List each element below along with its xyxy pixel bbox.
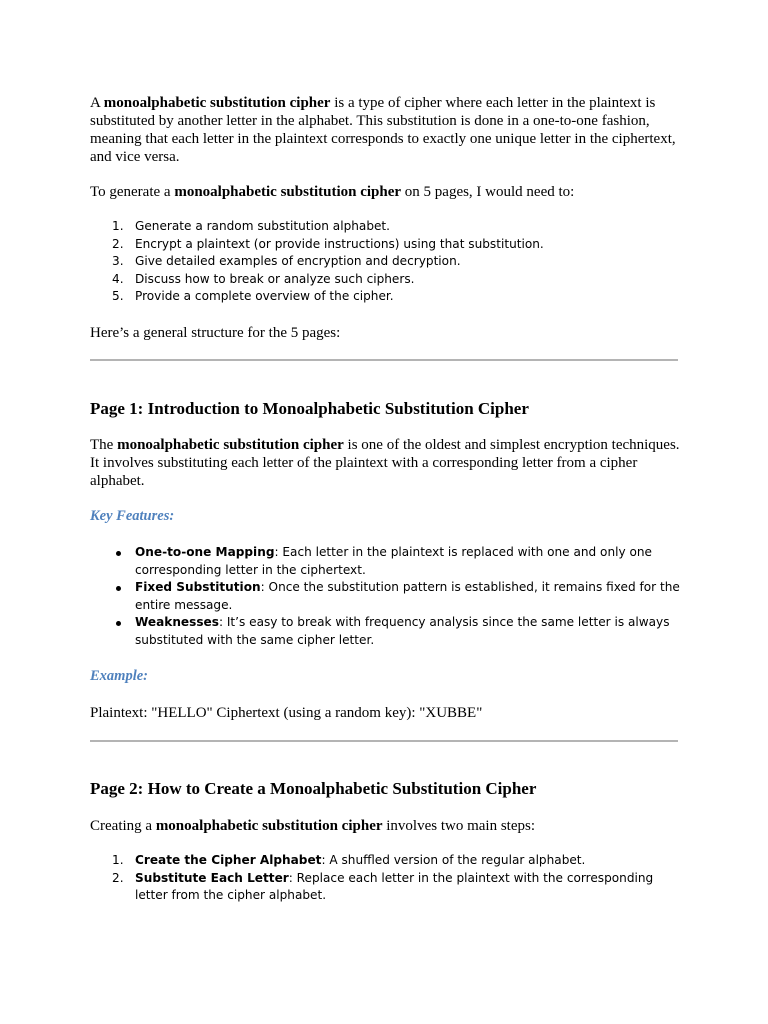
list-number: 5.	[112, 289, 124, 304]
list-number: 2.	[112, 870, 124, 885]
feature-title: One-to-one Mapping	[135, 545, 275, 559]
page1-text-end: is one of the oldest and simplest encryption techniques. It involves substituting each letter of the plaintext with a corresponding letter from a cipher alphabet.	[90, 437, 680, 489]
list-item	[90, 852, 680, 870]
list-number: 1.	[112, 219, 124, 233]
page2-steps-list	[90, 852, 680, 905]
generate-text-start: To generate a	[90, 184, 175, 200]
feature-text: : It’s easy to break with frequency analysis since the same letter is always substituted with the same cipher letter.	[135, 615, 670, 647]
intro-bold-term: monoalphabetic substitution cipher	[103, 95, 331, 111]
list-item	[90, 218, 680, 236]
list-item	[90, 288, 680, 306]
list-item	[90, 614, 680, 649]
list-number: 4.	[112, 271, 124, 286]
page2-heading: Page 2: How to Create a Monoalphabetic Substitution Cipher	[90, 779, 537, 798]
intro-text-end: is a type of cipher where each letter in the plaintext is substituted by another letter in the alphabet. This substitution is done in a one-to-one fashion, meaning that each letter in the plaintext corresponds to exactly one unique letter in the ciphertext, and vice versa.	[90, 95, 676, 165]
page1-intro-paragraph	[90, 436, 680, 490]
list-number: 1.	[112, 853, 124, 867]
list-item	[90, 253, 680, 271]
example-heading: Example:	[90, 668, 148, 684]
list-item	[90, 544, 680, 579]
list-item-text: Give detailed examples of encryption and decryption.	[135, 254, 461, 269]
intro-steps-list	[90, 218, 680, 306]
features-list	[90, 544, 680, 650]
list-number: 2.	[112, 236, 124, 251]
intro-paragraph	[90, 94, 680, 166]
page2-text-end: involves two main steps:	[382, 818, 536, 834]
bullet-icon	[116, 586, 121, 591]
page1-text-start: The	[90, 437, 118, 453]
example-paragraph: Plaintext: "HELLO" Ciphertext (using a random key): "XUBBE"	[90, 705, 483, 721]
generate-paragraph	[90, 183, 680, 201]
list-item-text: Generate a random substitution alphabet.	[135, 219, 391, 233]
list-item-text: Encrypt a plaintext (or provide instructions) using that substitution.	[135, 236, 544, 251]
step-text: : A shuffled version of the regular alphabet.	[321, 853, 586, 867]
feature-text: : Once the substitution pattern is established, it remains fixed for the entire message.	[135, 580, 680, 612]
step-title: Create the Cipher Alphabet	[135, 853, 322, 867]
intro-text-start: A	[90, 95, 104, 111]
list-number: 3.	[112, 254, 124, 269]
page2-bold-term: monoalphabetic substitution cipher	[155, 818, 383, 834]
list-item	[90, 579, 680, 614]
page2-intro-paragraph	[90, 817, 680, 835]
section-divider	[90, 359, 678, 361]
feature-title: Fixed Substitution	[135, 580, 261, 595]
bullet-icon	[116, 551, 121, 556]
generate-bold-term: monoalphabetic substitution cipher	[174, 184, 402, 200]
structure-paragraph: Here’s a general structure for the 5 pages:	[90, 325, 341, 341]
bullet-icon	[116, 621, 121, 626]
generate-text-end: on 5 pages, I would need to:	[401, 184, 575, 200]
list-item	[90, 236, 680, 254]
list-item	[90, 870, 680, 905]
feature-title: Weaknesses	[135, 615, 219, 630]
list-item-text: Provide a complete overview of the cipher.	[135, 289, 394, 304]
page1-heading: Page 1: Introduction to Monoalphabetic Substitution Cipher	[90, 399, 529, 418]
list-item-text: Discuss how to break or analyze such ciphers.	[135, 271, 415, 286]
step-title: Substitute Each Letter	[135, 870, 289, 885]
page2-text-start: Creating a	[90, 818, 156, 834]
feature-text: : Each letter in the plaintext is replaced with one and only one corresponding letter in the ciphertext.	[135, 545, 652, 577]
page1-bold-term: monoalphabetic substitution cipher	[117, 437, 344, 453]
key-features-heading: Key Features:	[90, 508, 175, 524]
list-item	[90, 271, 680, 289]
step-text: : Replace each letter in the plaintext with the corresponding letter from the cipher alphabet.	[135, 870, 654, 903]
section-divider	[90, 740, 678, 742]
